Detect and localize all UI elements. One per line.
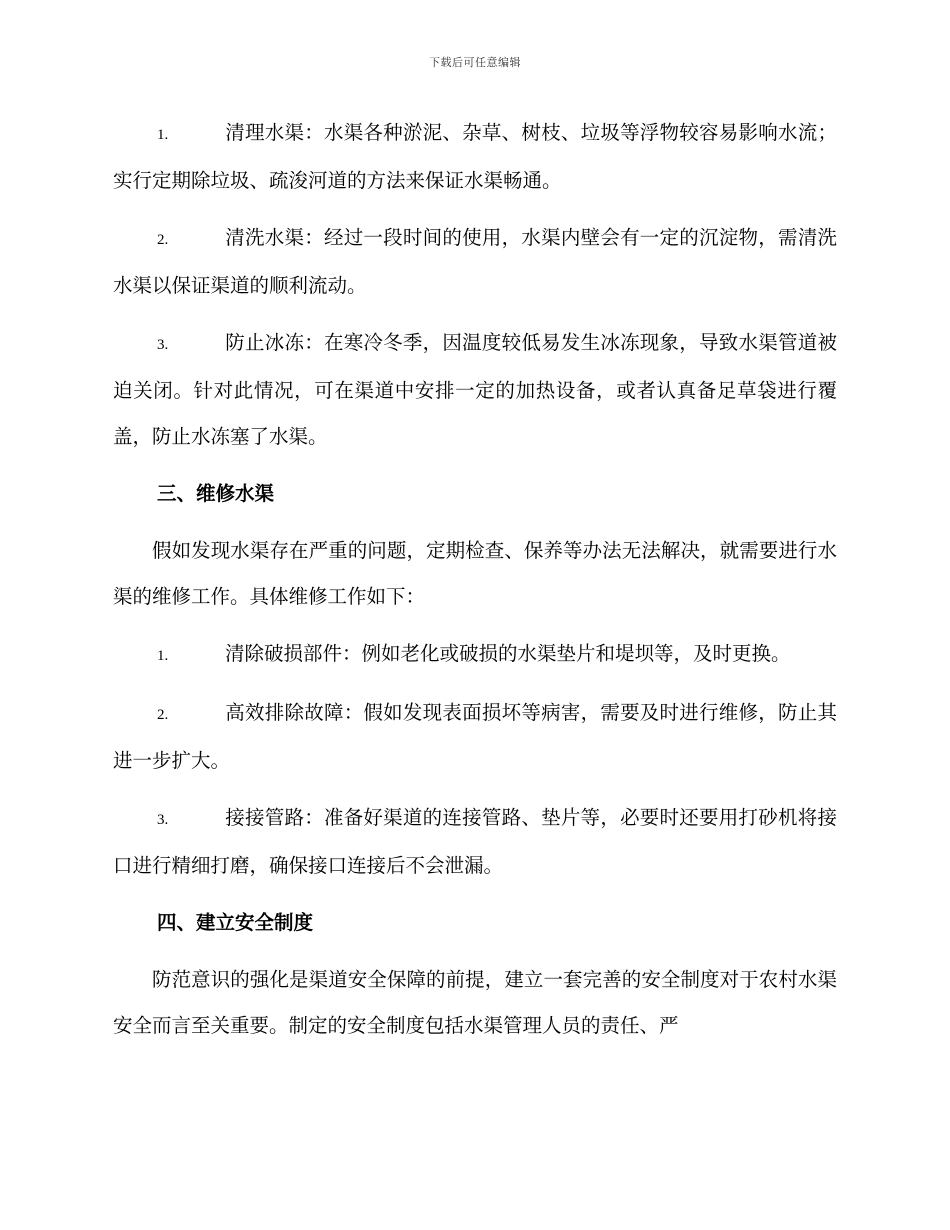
list-text: 高效排除故障：假如发现表面损坏等病害，需要及时进行维修，防止其进一步扩大。 xyxy=(113,701,837,772)
page-header: 下载后可任意编辑 xyxy=(429,56,521,69)
list-item xyxy=(113,795,837,889)
list-text: 防止冰冻：在寒冷冬季，因温度较低易发生冰冻现象，导致水渠管道被迫关闭。针对此情况，可在渠道中安排一定的加热设备，或者认真备足草袋进行覆盖，防止水冻塞了水渠。 xyxy=(113,331,837,448)
list-item xyxy=(113,110,837,204)
section-heading-safety: 四、建立安全制度 xyxy=(157,911,314,934)
list-text: 接接管路：准备好渠道的连接管路、垫片等，必要时还要用打砂机将接口进行精细打磨，确保接口连接后不会泄漏。 xyxy=(113,806,837,877)
list-text: 清除破损部件：例如老化或破损的水渠垫片和堤坝等，及时更换。 xyxy=(225,642,791,665)
list-item xyxy=(113,215,837,309)
list-number: 3. xyxy=(157,812,169,828)
list-text: 清理水渠：水渠各种淤泥、杂草、树枝、垃圾等浮物较容易影响水流；实行定期除垃圾、疏浚河道的方法来保证水渠畅通。 xyxy=(113,121,837,192)
section-heading-repair: 三、维修水渠 xyxy=(157,482,275,505)
list-number: 2. xyxy=(157,232,169,248)
repair-intro-paragraph: 假如发现水渠存在严重的问题，定期检查、保养等办法无法解决，就需要进行水渠的维修工作。具体维修工作如下： xyxy=(113,539,837,608)
list-number: 2. xyxy=(157,707,169,723)
list-text: 清洗水渠：经过一段时间的使用，水渠内壁会有一定的沉淀物，需清洗水渠以保证渠道的顺利流动。 xyxy=(113,226,837,297)
list-item xyxy=(113,320,837,460)
safety-intro-paragraph: 防范意识的强化是渠道安全保障的前提，建立一套完善的安全制度对于农村水渠安全而言至关重要。制定的安全制度包括水渠管理人员的责任、严 xyxy=(113,968,837,1037)
list-number: 1. xyxy=(157,127,169,143)
list-item xyxy=(113,690,837,784)
list-number: 3. xyxy=(157,337,169,353)
document-body xyxy=(113,110,837,1060)
list-item xyxy=(113,631,837,679)
list-number: 1. xyxy=(157,648,169,664)
